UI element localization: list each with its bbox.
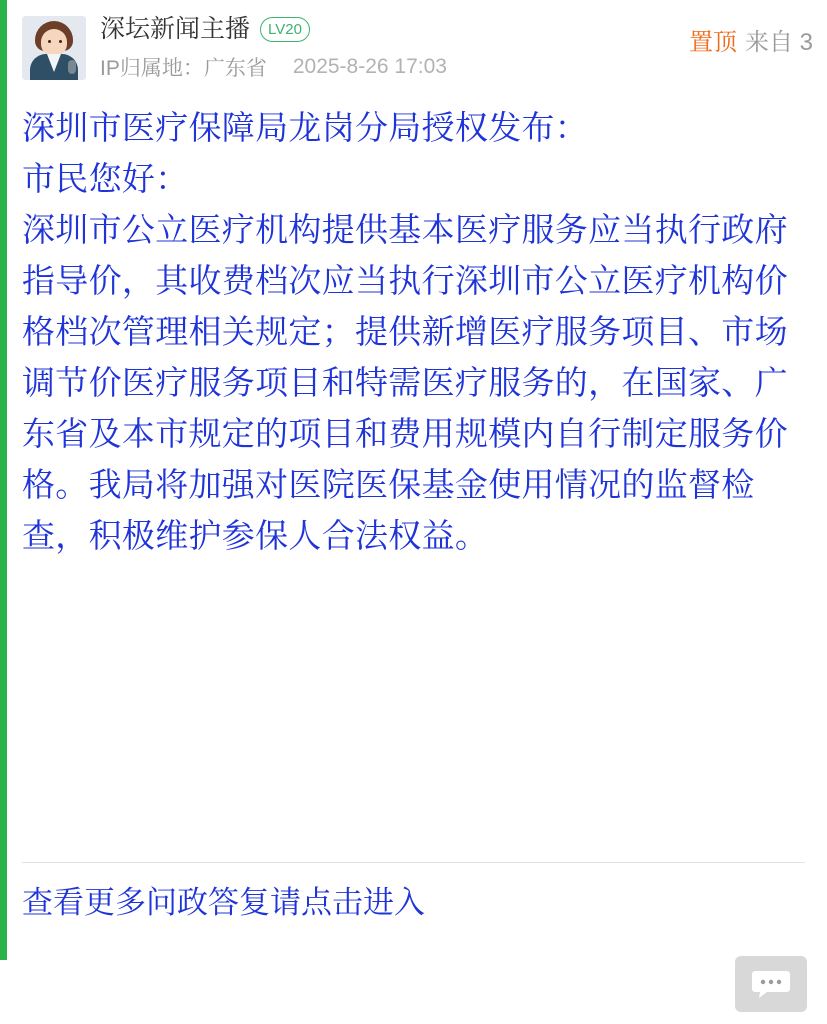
- level-badge: LV20: [260, 17, 310, 42]
- pinned-badge: 置顶: [688, 29, 737, 56]
- view-more-link[interactable]: 查看更多问政答复请点击进入: [22, 885, 425, 920]
- avatar-eye-right: [59, 40, 62, 43]
- post-body: [0, 92, 827, 561]
- comment-button[interactable]: [735, 956, 807, 1012]
- post-header: [0, 0, 827, 92]
- post-paragraph-greeting: 市民您好：: [22, 160, 189, 197]
- avatar-microphone: [68, 60, 76, 74]
- post-header-right: [689, 22, 813, 57]
- post-paragraph-title: 深圳市医疗保障局龙岗分局授权发布：: [22, 109, 589, 146]
- ip-location-label: IP归属地：: [100, 57, 204, 80]
- avatar[interactable]: [22, 16, 86, 80]
- author-name[interactable]: 深坛新闻主播: [100, 15, 251, 43]
- left-accent-bar: [0, 0, 7, 960]
- post-paragraph-content: 深圳市公立医疗机构提供基本医疗服务应当执行政府指导价，其收费档次应当执行深圳市公立医疗机构价格档次管理相关规定；提供新增医疗服务项目、市场调节价医疗服务项目和特需医疗服务的，在国家、广东省及本市规定的项目和费用规模内自行制定服务价格。我局将加强对医院医保基金使用情况的监督检查，积极维护参保人合法权益。: [22, 211, 788, 554]
- ip-location: [100, 52, 267, 82]
- comment-bubble-icon: [751, 969, 791, 999]
- post-source-label: 来自 3: [744, 29, 813, 56]
- avatar-eye-left: [48, 40, 51, 43]
- post-timestamp: 2025-8-26 17:03: [292, 55, 447, 78]
- footer-divider: [22, 862, 805, 863]
- ip-location-value: 广东省: [203, 57, 267, 80]
- avatar-face: [41, 29, 67, 56]
